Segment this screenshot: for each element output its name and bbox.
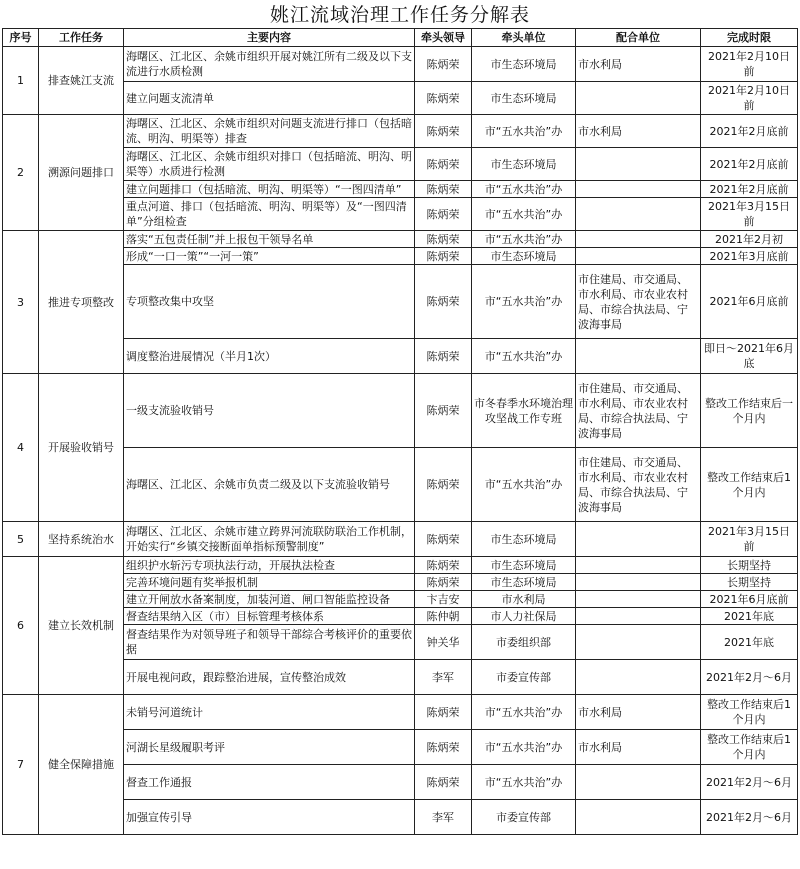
- coop-cell: 市住建局、市交通局、市水利局、市农业农村局、市综合执法局、宁波海事局: [576, 374, 701, 448]
- unit-cell: 市“五水共治”办: [472, 181, 576, 198]
- deadline-cell: 2021年3月底前: [701, 248, 798, 265]
- deadline-cell: 2021年2月10日前: [701, 47, 798, 82]
- coop-cell: [576, 557, 701, 574]
- content-cell: 督查结果纳入区（市）目标管理考核体系: [124, 608, 415, 625]
- leader-cell: 陈炳荣: [415, 557, 472, 574]
- deadline-cell: 整改工作结束后一个月内: [701, 374, 798, 448]
- unit-cell: 市人力社保局: [472, 608, 576, 625]
- leader-cell: 陈炳荣: [415, 231, 472, 248]
- deadline-cell: 2021年底: [701, 625, 798, 660]
- coop-cell: [576, 765, 701, 800]
- leader-cell: 陈炳荣: [415, 339, 472, 374]
- content-cell: 建立问题支流清单: [124, 82, 415, 115]
- content-cell: 海曙区、江北区、余姚市组织对问题支流进行排口（包括暗流、明沟、明渠等）排查: [124, 115, 415, 148]
- table-row: [3, 522, 798, 557]
- deadline-cell: 2021年2月底前: [701, 148, 798, 181]
- deadline-cell: 2021年2月底前: [701, 181, 798, 198]
- unit-cell: 市生态环境局: [472, 522, 576, 557]
- content-cell: 海曙区、江北区、余姚市组织对排口（包括暗流、明沟、明渠等）水质进行检测: [124, 148, 415, 181]
- content-cell: 落实“五包责任制”并上报包干领导名单: [124, 231, 415, 248]
- leader-cell: 李军: [415, 660, 472, 695]
- unit-cell: 市“五水共治”办: [472, 695, 576, 730]
- leader-cell: 陈仲朝: [415, 608, 472, 625]
- leader-cell: 陈炳荣: [415, 47, 472, 82]
- unit-cell: 市“五水共治”办: [472, 198, 576, 231]
- deadline-cell: 2021年2月10日前: [701, 82, 798, 115]
- deadline-cell: 整改工作结束后1个月内: [701, 448, 798, 522]
- unit-cell: 市生态环境局: [472, 248, 576, 265]
- content-cell: 调度整治进展情况（半月1次）: [124, 339, 415, 374]
- content-cell: 加强宣传引导: [124, 800, 415, 835]
- table-row: [3, 47, 798, 82]
- header-deadline: 完成时限: [701, 29, 798, 47]
- header-row: [3, 29, 798, 47]
- table-row: [3, 115, 798, 148]
- content-cell: 专项整改集中攻坚: [124, 265, 415, 339]
- coop-cell: [576, 800, 701, 835]
- deadline-cell: 2021年6月底前: [701, 591, 798, 608]
- coop-cell: [576, 248, 701, 265]
- unit-cell: 市“五水共治”办: [472, 448, 576, 522]
- content-cell: 形成“一口一策”“一河一策”: [124, 248, 415, 265]
- leader-cell: 陈炳荣: [415, 695, 472, 730]
- unit-cell: 市“五水共治”办: [472, 231, 576, 248]
- unit-cell: 市生态环境局: [472, 47, 576, 82]
- leader-cell: 陈炳荣: [415, 265, 472, 339]
- deadline-cell: 2021年6月底前: [701, 265, 798, 339]
- deadline-cell: 2021年2月～6月: [701, 765, 798, 800]
- group-number: 4: [3, 374, 39, 522]
- leader-cell: 陈炳荣: [415, 730, 472, 765]
- deadline-cell: 整改工作结束后1个月内: [701, 695, 798, 730]
- task-table: [2, 28, 798, 835]
- coop-cell: [576, 148, 701, 181]
- deadline-cell: 2021年2月～6月: [701, 660, 798, 695]
- unit-cell: 市冬春季水环境治理攻坚战工作专班: [472, 374, 576, 448]
- coop-cell: 市住建局、市交通局、市水利局、市农业农村局、市综合执法局、宁波海事局: [576, 448, 701, 522]
- leader-cell: 陈炳荣: [415, 181, 472, 198]
- group-number: 7: [3, 695, 39, 835]
- coop-cell: [576, 339, 701, 374]
- deadline-cell: 2021年底: [701, 608, 798, 625]
- leader-cell: 钟关华: [415, 625, 472, 660]
- header-task: 工作任务: [39, 29, 124, 47]
- content-cell: 河湖长星级履职考评: [124, 730, 415, 765]
- leader-cell: 陈炳荣: [415, 574, 472, 591]
- content-cell: 建立开闸放水备案制度，加装河道、闸口智能监控设备: [124, 591, 415, 608]
- task-table-body: [3, 47, 798, 835]
- document-title: 姚江流域治理工作任务分解表: [269, 4, 530, 26]
- deadline-cell: 即日～2021年6月底: [701, 339, 798, 374]
- coop-cell: 市住建局、市交通局、市水利局、市农业农村局、市综合执法局、宁波海事局: [576, 265, 701, 339]
- content-cell: 海曙区、江北区、余姚市建立跨界河流联防联治工作机制，开始实行“乡镇交接断面单指标预警制度”: [124, 522, 415, 557]
- content-cell: 督查工作通报: [124, 765, 415, 800]
- unit-cell: 市委宣传部: [472, 660, 576, 695]
- unit-cell: 市委宣传部: [472, 800, 576, 835]
- leader-cell: 陈炳荣: [415, 148, 472, 181]
- leader-cell: 卞吉安: [415, 591, 472, 608]
- group-number: 3: [3, 231, 39, 374]
- group-task: 排查姚江支流: [39, 47, 124, 115]
- content-cell: 重点河道、排口（包括暗流、明沟、明渠等）及“一图四清单”分组检查: [124, 198, 415, 231]
- header-leader: 牵头领导: [415, 29, 472, 47]
- unit-cell: 市“五水共治”办: [472, 730, 576, 765]
- content-cell: 海曙区、江北区、余姚市负责二级及以下支流验收销号: [124, 448, 415, 522]
- coop-cell: [576, 198, 701, 231]
- coop-cell: [576, 82, 701, 115]
- header-content: 主要内容: [124, 29, 415, 47]
- leader-cell: 陈炳荣: [415, 82, 472, 115]
- deadline-cell: 2021年3月15日前: [701, 522, 798, 557]
- unit-cell: 市“五水共治”办: [472, 115, 576, 148]
- leader-cell: 李军: [415, 800, 472, 835]
- deadline-cell: 长期坚持: [701, 557, 798, 574]
- unit-cell: 市“五水共治”办: [472, 265, 576, 339]
- coop-cell: [576, 591, 701, 608]
- leader-cell: 陈炳荣: [415, 374, 472, 448]
- group-task: 坚持系统治水: [39, 522, 124, 557]
- content-cell: 海曙区、江北区、余姚市组织开展对姚江所有二级及以下支流进行水质检测: [124, 47, 415, 82]
- group-task: 建立长效机制: [39, 557, 124, 695]
- content-cell: 开展电视问政，跟踪整治进展，宣传整治成效: [124, 660, 415, 695]
- coop-cell: 市水利局: [576, 695, 701, 730]
- unit-cell: 市水利局: [472, 591, 576, 608]
- leader-cell: 陈炳荣: [415, 198, 472, 231]
- unit-cell: 市生态环境局: [472, 574, 576, 591]
- header-coop: 配合单位: [576, 29, 701, 47]
- coop-cell: [576, 660, 701, 695]
- deadline-cell: 整改工作结束后1个月内: [701, 730, 798, 765]
- unit-cell: 市生态环境局: [472, 148, 576, 181]
- deadline-cell: 长期坚持: [701, 574, 798, 591]
- coop-cell: [576, 574, 701, 591]
- group-number: 1: [3, 47, 39, 115]
- group-task: 溯源问题排口: [39, 115, 124, 231]
- coop-cell: [576, 625, 701, 660]
- table-row: [3, 695, 798, 730]
- group-task: 健全保障措施: [39, 695, 124, 835]
- content-cell: 完善环境问题有奖举报机制: [124, 574, 415, 591]
- leader-cell: 陈炳荣: [415, 522, 472, 557]
- unit-cell: 市生态环境局: [472, 557, 576, 574]
- deadline-cell: 2021年2月底前: [701, 115, 798, 148]
- coop-cell: [576, 231, 701, 248]
- table-row: [3, 231, 798, 248]
- content-cell: 组织护水斩污专项执法行动，开展执法检查: [124, 557, 415, 574]
- content-cell: 一级支流验收销号: [124, 374, 415, 448]
- coop-cell: 市水利局: [576, 115, 701, 148]
- group-number: 5: [3, 522, 39, 557]
- content-cell: 建立问题排口（包括暗流、明沟、明渠等）“一图四清单”: [124, 181, 415, 198]
- leader-cell: 陈炳荣: [415, 765, 472, 800]
- coop-cell: [576, 522, 701, 557]
- unit-cell: 市生态环境局: [472, 82, 576, 115]
- table-row: [3, 557, 798, 574]
- deadline-cell: 2021年3月15日前: [701, 198, 798, 231]
- deadline-cell: 2021年2月～6月: [701, 800, 798, 835]
- leader-cell: 陈炳荣: [415, 115, 472, 148]
- content-cell: 督查结果作为对领导班子和领导干部综合考核评价的重要依据: [124, 625, 415, 660]
- leader-cell: 陈炳荣: [415, 248, 472, 265]
- deadline-cell: 2021年2月初: [701, 231, 798, 248]
- group-task: 开展验收销号: [39, 374, 124, 522]
- header-no: 序号: [3, 29, 39, 47]
- table-row: [3, 374, 798, 448]
- header-unit: 牵头单位: [472, 29, 576, 47]
- leader-cell: 陈炳荣: [415, 448, 472, 522]
- coop-cell: [576, 181, 701, 198]
- unit-cell: 市“五水共治”办: [472, 765, 576, 800]
- group-number: 6: [3, 557, 39, 695]
- content-cell: 未销号河道统计: [124, 695, 415, 730]
- unit-cell: 市“五水共治”办: [472, 339, 576, 374]
- coop-cell: [576, 608, 701, 625]
- coop-cell: 市水利局: [576, 47, 701, 82]
- group-number: 2: [3, 115, 39, 231]
- unit-cell: 市委组织部: [472, 625, 576, 660]
- group-task: 推进专项整改: [39, 231, 124, 374]
- coop-cell: 市水利局: [576, 730, 701, 765]
